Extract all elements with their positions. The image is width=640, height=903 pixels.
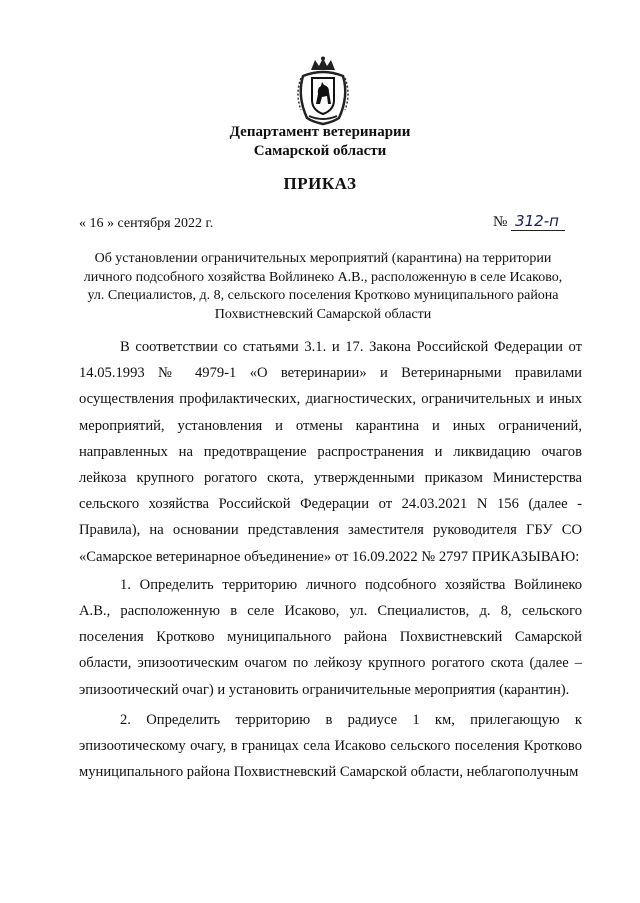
number-sign: № — [493, 214, 508, 230]
preamble-paragraph: В соответствии со статьями 3.1. и 17. Закона Российской Федерации от 14.05.1993 № 4979-1 «О ветеринарии» и Ветеринарными правилами осуществления профилактических, диагностических, ограничительных и иных мероприятий, установления и отмены карантина и иных ограничений, направленных на предотвращение распространения и ликвидацию очагов лейкоза крупного рогатого скота, утвержденными приказом Министерства сельского хозяйства Российской Федерации от 24.03.2021 N 156 (далее - Правила), на основании представления заместителя руководителя ГБУ СО «Самарское ветеринарное объединение» от 16.09.2022 № 2797 ПРИКАЗЫВАЮ: — [79, 339, 582, 565]
department-name-line2: Самарской области — [253, 143, 387, 159]
coat-of-arms-icon — [293, 56, 353, 126]
department-name-line1: Департамент ветеринарии — [229, 124, 411, 140]
handwritten-number: 312-п — [511, 212, 565, 231]
order-number — [493, 212, 565, 231]
item-1-paragraph: 1. Определить территорию личного подсобного хозяйства Войлинеко А.В., расположенную в селе Исаково, ул. Специалистов, д. 8, сельского поселения Кротково муниципального района Похвистневский Самарской области, эпизоотическим очагом по лейкозу крупного рогатого скота (далее – эпизоотический очаг) и установить ограничительные мероприятия (карантин). — [79, 576, 582, 698]
order-date: « 16 » сентября 2022 г. — [79, 216, 214, 231]
order-subject: Об установлении ограничительных мероприятий (карантина) на территории личного подсобного хозяйства Войлинеко А.В., расположенную в селе Исаково, ул. Специалистов, д. 8, сельского поселения Кротково муниципального района Похвистневский Самарской области — [83, 251, 563, 322]
item-2-paragraph: 2. Определить территорию в радиусе 1 км, прилегающую к эпизоотическому очагу, в границах села Исаково сельского поселения Кротково муниципального района Похвистневский Самарской области, неблагополучным — [79, 711, 582, 781]
document-title: ПРИКАЗ — [283, 174, 357, 193]
order-body — [79, 334, 582, 787]
